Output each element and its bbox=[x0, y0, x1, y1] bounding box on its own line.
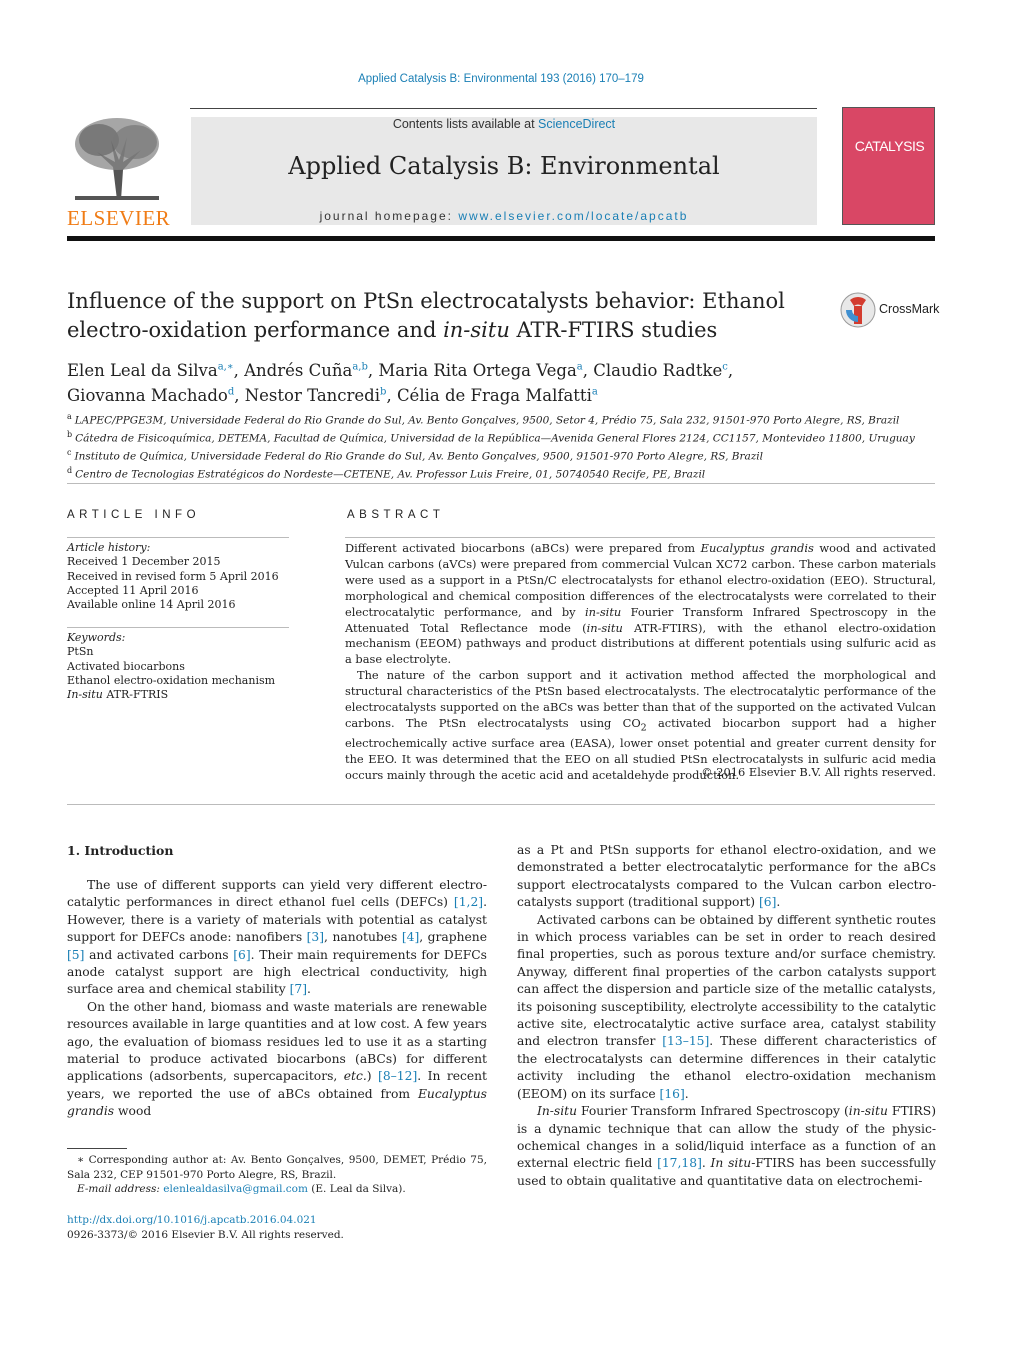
author: Elen Leal da Silva$^{a,∗}$, bbox=[67, 360, 245, 380]
divider bbox=[67, 483, 935, 484]
citation-link[interactable]: [17,18] bbox=[657, 1156, 702, 1171]
copyright: © 2016 Elsevier B.V. All rights reserved. bbox=[701, 765, 936, 779]
journal-citation[interactable]: Applied Catalysis B: Environmental 193 (2016) 170–179 bbox=[358, 73, 644, 85]
citation-link[interactable]: [5] bbox=[67, 947, 85, 962]
divider bbox=[67, 537, 289, 538]
citation-link[interactable]: [13–15] bbox=[662, 1034, 710, 1049]
citation-link[interactable]: [7] bbox=[289, 982, 308, 997]
journal-cover-thumbnail[interactable] bbox=[842, 107, 935, 225]
author: Célia de Fraga Malfatti$^a$ bbox=[396, 386, 598, 405]
keyword: PtSn bbox=[67, 645, 94, 659]
body-paragraph: In-situ Fourier Transform Infrared Spectroscopy (in-situ FTIRS) is a dynamic technique that can allow the study of the physic-ochemical changes in a solid/liquid interface as a function of an external electric field [17,18]. In situ-FTIRS has been successfully used to obtain qualitative and quantitative data on electrochemi- bbox=[517, 1104, 936, 1188]
keyword: In-situ ATR-FTRIS bbox=[67, 688, 169, 702]
abstract-text bbox=[345, 541, 936, 784]
divider bbox=[67, 627, 289, 628]
abstract-paragraph: The nature of the carbon support and it activation method affected the morphological and structural characteristics of the PtSn based electrocatalysts. The electrocatalytic performance of the electrocatalysts supported on the aBCs was better than that of the supported on the activated Vulcan carbons. The PtSn electrocatalysts using $CO_2$ activated biocarbon support had a higher electrochemically active surface area (EASA), lower onset potential and greater current density for the EEO. It was determined that the EEO on all studied PtSn electrocatalysts in sulfuric acid media occurs mainly through the acetic acid and acetaldehyde production. bbox=[345, 668, 936, 782]
affiliation: $^b$ Cátedra de Fisicoquímica, DETEMA, Facultad de Química, Universidad de la República—Avenida General Flores 2124, CC1157, Montevideo 11800, Uruguay bbox=[67, 430, 915, 445]
body-paragraph: On the other hand, biomass and waste materials are renewable resources available in large quantities and at low cost. A few years ago, the evaluation of biomass residues led to use it as a starting material to produce activated biocarbons (aBCs) for different applications (adsorbents, supercapacitors, etc.) [8–12]. In recent years, we reported the use of aBCs obtained from Eucalyptus grandis wood bbox=[67, 999, 487, 1119]
crossmark-icon[interactable] bbox=[840, 292, 876, 328]
author: Maria Rita Ortega Vega$^a$, bbox=[378, 360, 594, 380]
cover-title: CATALYSIS bbox=[854, 138, 925, 154]
citation-link[interactable]: [16] bbox=[659, 1086, 685, 1101]
sciencedirect-link[interactable]: ScienceDirect bbox=[538, 117, 616, 131]
email-note: E-mail address: elenlealdasilva@gmail.com (E. Leal da Silva). bbox=[77, 1183, 406, 1195]
author-list bbox=[67, 356, 927, 407]
citation-link[interactable]: [6] bbox=[758, 895, 777, 910]
author: Claudio Radtke$^c$, bbox=[593, 360, 734, 380]
email-link[interactable]: elenlealdasilva@gmail.com bbox=[163, 1183, 308, 1195]
affiliation: $^c$ Instituto de Química, Universidade Federal do Rio Grande do Sul, Av. Bento Gonçalves, 9500, 91501-970 Porto Alegre, RS, Brazil bbox=[67, 448, 763, 463]
body-paragraph: The use of different supports can yield very different electro-catalytic performances in direct ethanol fuel cells (DEFCs) [1,2]. However, there is a variety of materials with potential as catalyst support for DEFCs anode: nanofibers [3], nanotubes [4], graphene [5] and activated carbons [6]. Their main requirements for DEFCs anode catalyst support are high electrical conductivity, high surface area and chemical stability [7]. bbox=[67, 878, 487, 997]
divider bbox=[67, 804, 935, 805]
history-item: Received in revised form 5 April 2016 bbox=[67, 569, 279, 583]
footnote bbox=[67, 1153, 487, 1197]
body-paragraph: Activated carbons can be obtained by different synthetic routes in which process variables can be set in order to reach desired final properties, such as porous texture and/or surface chemistry. Anyway, different final properties of the carbon catalysts support can affect the dispersion and particle size of the metallic catalysts, its poisoning susceptibility, electrolyte accessibility to the catalytic active site, electrocatalytic active surface area, catalyst stability and electron transfer [13–15]. These different characteristics of the electrocatalysts can determine differences in their catalytic activity including the ethanol electro-oxidation mechanism (EEOM) on its surface [16]. bbox=[517, 912, 936, 1101]
history-item: Received 1 December 2015 bbox=[67, 555, 221, 569]
footnote-rule bbox=[67, 1148, 127, 1149]
abstract-heading: ABSTRACT bbox=[347, 509, 445, 521]
affiliations bbox=[67, 410, 937, 482]
homepage-link[interactable]: www.elsevier.com/locate/apcatb bbox=[458, 209, 689, 223]
affiliation: $^d$ Centro de Tecnologias Estratégicos do Nordeste—CETENE, Av. Professor Luis Freire, 01, 50740540 Recife, PE, Brazil bbox=[67, 466, 706, 481]
citation-link[interactable]: [4] bbox=[401, 930, 420, 945]
doi-link[interactable]: http://dx.doi.org/10.1016/j.apcatb.2016.04.021 bbox=[67, 1214, 317, 1226]
divider bbox=[345, 537, 935, 538]
section-heading: 1. Introduction bbox=[67, 843, 174, 858]
journal-homepage: journal homepage: www.elsevier.com/locate/apcatb bbox=[319, 209, 689, 223]
body-column-right bbox=[517, 842, 936, 1190]
history-item: Available online 14 April 2016 bbox=[67, 598, 236, 612]
keywords bbox=[67, 631, 297, 702]
issn-copyright: 0926-3373/© 2016 Elsevier B.V. All rights reserved. bbox=[67, 1228, 344, 1241]
journal-title: Applied Catalysis B: Environmental bbox=[288, 152, 720, 180]
author: Andrés Cuña$^{a,b}$, bbox=[244, 360, 379, 380]
keyword: Ethanol electro-oxidation mechanism bbox=[67, 673, 276, 687]
author: Nestor Tancredi$^b$, bbox=[244, 386, 397, 405]
history-item: Accepted 11 April 2016 bbox=[67, 583, 199, 597]
history-label: Article history: bbox=[67, 541, 151, 554]
article-info-heading: ARTICLE INFO bbox=[67, 509, 201, 521]
header-top-rule bbox=[190, 108, 817, 109]
citation-link[interactable]: [8–12] bbox=[378, 1069, 418, 1084]
body-paragraph: as a Pt and PtSn supports for ethanol electro-oxidation, and we demonstrated a better electrocatalytic performance for the aBCs support electrocatalysts compared to the Vulcan carbon electro-catalysts support (traditional support) [6]. bbox=[517, 843, 936, 910]
contents-line: Contents lists available at ScienceDirect bbox=[392, 117, 616, 131]
abstract-paragraph: Different activated biocarbons (aBCs) were prepared from Eucalyptus grandis wood and activated Vulcan carbons (aVCs) were prepared from commercial Vulcan XC72 carbon. These carbon materials were used as a support in a PtSn/C electrocatalysts for ethanol electro-oxidation (EEO). Structural, morphological and chemical composition differences of the electrocatalysts were correlated to their electrocatalytic performance, and by in-situ Fourier Transform Infrared Spectroscopy in the Attenuated Total Reflectance mode (in-situ ATR-FTIRS), with the ethanol electro-oxidation mechanism (EEOM) pathways and product distributions at different potentials using sulfuric acid as a base electrolyte. bbox=[345, 541, 937, 667]
elsevier-wordmark: ELSEVIER bbox=[67, 206, 171, 230]
article-title: Influence of the support on PtSn electrocatalysts behavior: Ethanol electro-oxidation performance and in-situ ATR-FTIRS studies bbox=[67, 289, 785, 342]
corresponding-author-note: ∗ Corresponding author at: Av. Bento Gonçalves, 9500, DEMET, Prédio 75, Sala 232, CEP 91501-970 Porto Alegre, RS, Brazil. bbox=[67, 1154, 487, 1181]
doi-block bbox=[67, 1213, 344, 1242]
crossmark-label[interactable]: CrossMark bbox=[879, 302, 940, 316]
keywords-label: Keywords: bbox=[67, 631, 126, 644]
article-history bbox=[67, 541, 297, 612]
header-divider bbox=[67, 236, 935, 241]
citation-link[interactable]: [1,2] bbox=[453, 895, 484, 910]
citation-link[interactable]: [3] bbox=[306, 930, 325, 945]
body-column-left bbox=[67, 877, 487, 1121]
author: Giovanna Machado$^d$, bbox=[67, 386, 245, 405]
keyword: Activated biocarbons bbox=[67, 659, 185, 673]
affiliation: $^a$ LAPEC/PPGE3M, Universidade Federal do Rio Grande do Sul, Av. Bento Gonçalves, 9500, Setor 4, Prédio 75, Sala 232, 91501-970 Porto Alegre, RS, Brazil bbox=[67, 412, 900, 427]
citation-link[interactable]: [6] bbox=[233, 947, 251, 962]
